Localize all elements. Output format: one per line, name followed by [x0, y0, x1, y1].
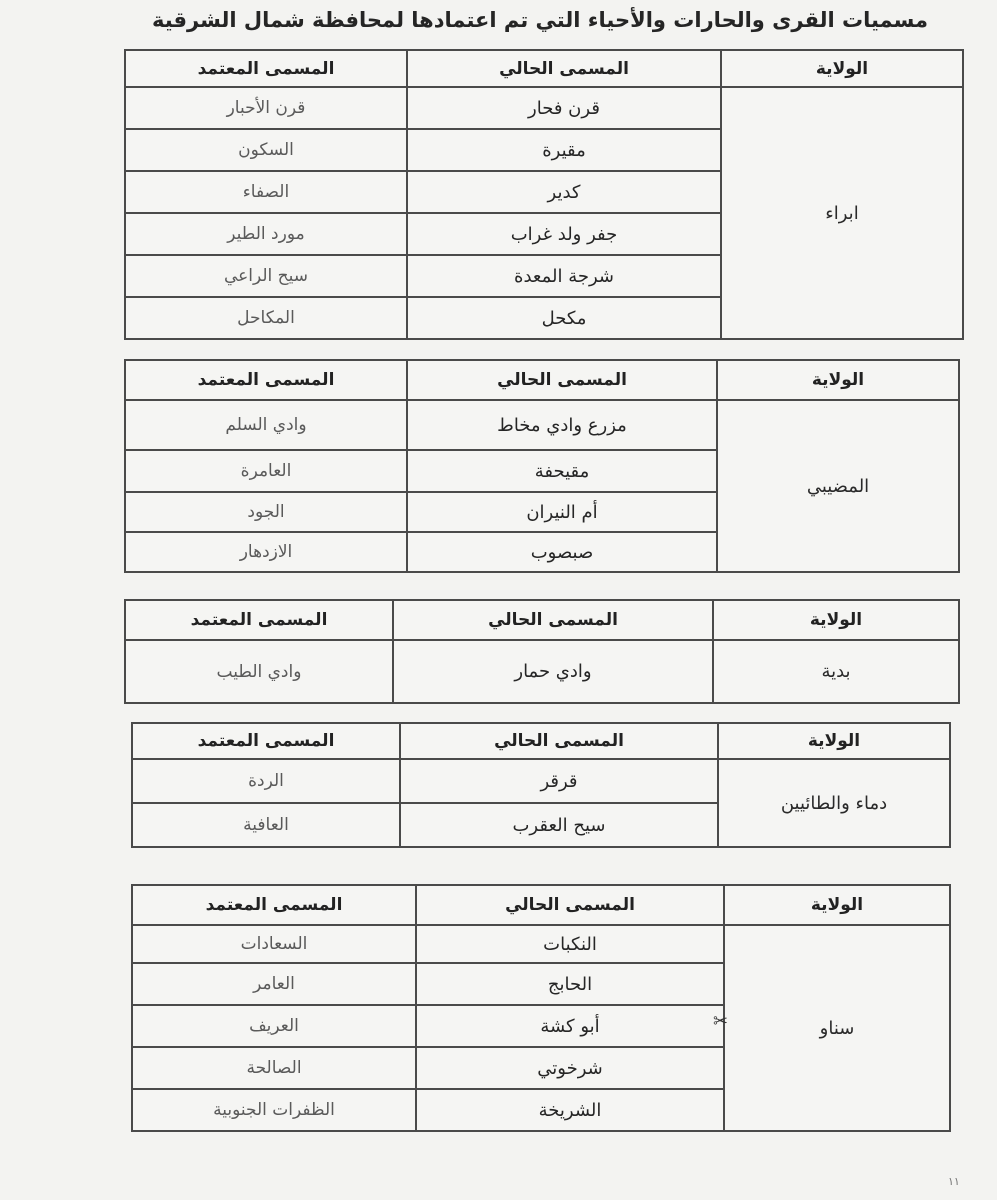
page-title: مسميات القرى والحارات والأحياء التي تم اعتمادها لمحافظة شمال الشرقية [152, 8, 928, 32]
wilaya-label: سناو [819, 1017, 855, 1039]
current-name: جفر ولد غراب [407, 213, 721, 255]
current-name: مزرع وادي مخاط [407, 400, 717, 450]
current-name: الشريخة [416, 1089, 724, 1131]
header-current-name: المسمى الحالي [416, 885, 724, 925]
current-name: كدير [407, 171, 721, 213]
header-wilaya: الولاية [713, 600, 959, 640]
header-current-name: المسمى الحالي [407, 50, 721, 87]
header-approved-name: المسمى المعتمد [132, 885, 416, 925]
wilaya-table-dima-wattayeen [131, 722, 951, 848]
current-name: قرقر [400, 759, 718, 803]
approved-name: المكاحل [125, 297, 407, 339]
approved-name: العريف [132, 1005, 416, 1047]
current-name: أبو كشة [416, 1005, 724, 1047]
current-name: الحابج [416, 963, 724, 1005]
wilaya-name: بدية [713, 640, 959, 703]
wilaya-name: دماء والطائيين [718, 759, 950, 847]
approved-name: وادي السلم [125, 400, 407, 450]
current-name: النكبات [416, 925, 724, 963]
current-name: شرجة المعدة [407, 255, 721, 297]
page-number: ١١ [948, 1175, 960, 1188]
current-name: مقيرة [407, 129, 721, 171]
header-approved-name: المسمى المعتمد [132, 723, 400, 759]
approved-name: الازدهار [125, 532, 407, 572]
wilaya-name: ابراء [721, 87, 963, 339]
scissors-mark-icon: ✂ [713, 1011, 729, 1033]
current-name: صبصوب [407, 532, 717, 572]
approved-name: سيح الراعي [125, 255, 407, 297]
header-approved-name: المسمى المعتمد [125, 600, 393, 640]
header-approved-name: المسمى المعتمد [125, 360, 407, 400]
approved-name: قرن الأحبار [125, 87, 407, 129]
approved-name: الصالحة [132, 1047, 416, 1089]
current-name: أم النيران [407, 492, 717, 532]
current-name: مقيحفة [407, 450, 717, 492]
approved-name: وادي الطيب [125, 640, 393, 703]
approved-name: السعادات [132, 925, 416, 963]
wilaya-table-ibra [124, 49, 964, 340]
current-name: قرن فحار [407, 87, 721, 129]
current-name: مكحل [407, 297, 721, 339]
approved-name: الجود [125, 492, 407, 532]
current-name: شرخوتي [416, 1047, 724, 1089]
current-name: سيح العقرب [400, 803, 718, 847]
approved-name: الظفرات الجنوبية [132, 1089, 416, 1131]
header-current-name: المسمى الحالي [407, 360, 717, 400]
wilaya-name [713, 925, 950, 1131]
wilaya-table-sinaw [131, 884, 951, 1132]
header-current-name: المسمى الحالي [393, 600, 713, 640]
header-approved-name: المسمى المعتمد [125, 50, 407, 87]
approved-name: السكون [125, 129, 407, 171]
header-current-name: المسمى الحالي [400, 723, 718, 759]
current-name: وادي حمار [393, 640, 713, 703]
approved-name: العامر [132, 963, 416, 1005]
wilaya-table-mudhaibi [124, 359, 960, 573]
header-wilaya: الولاية [724, 885, 950, 925]
approved-name: مورد الطير [125, 213, 407, 255]
header-wilaya: الولاية [721, 50, 963, 87]
header-wilaya: الولاية [718, 723, 950, 759]
approved-name: الصفاء [125, 171, 407, 213]
wilaya-table-bidiyah [124, 599, 960, 704]
approved-name: العامرة [125, 450, 407, 492]
wilaya-name: المضيبي [717, 400, 959, 572]
header-wilaya: الولاية [717, 360, 959, 400]
approved-name: الردة [132, 759, 400, 803]
approved-name: العافية [132, 803, 400, 847]
